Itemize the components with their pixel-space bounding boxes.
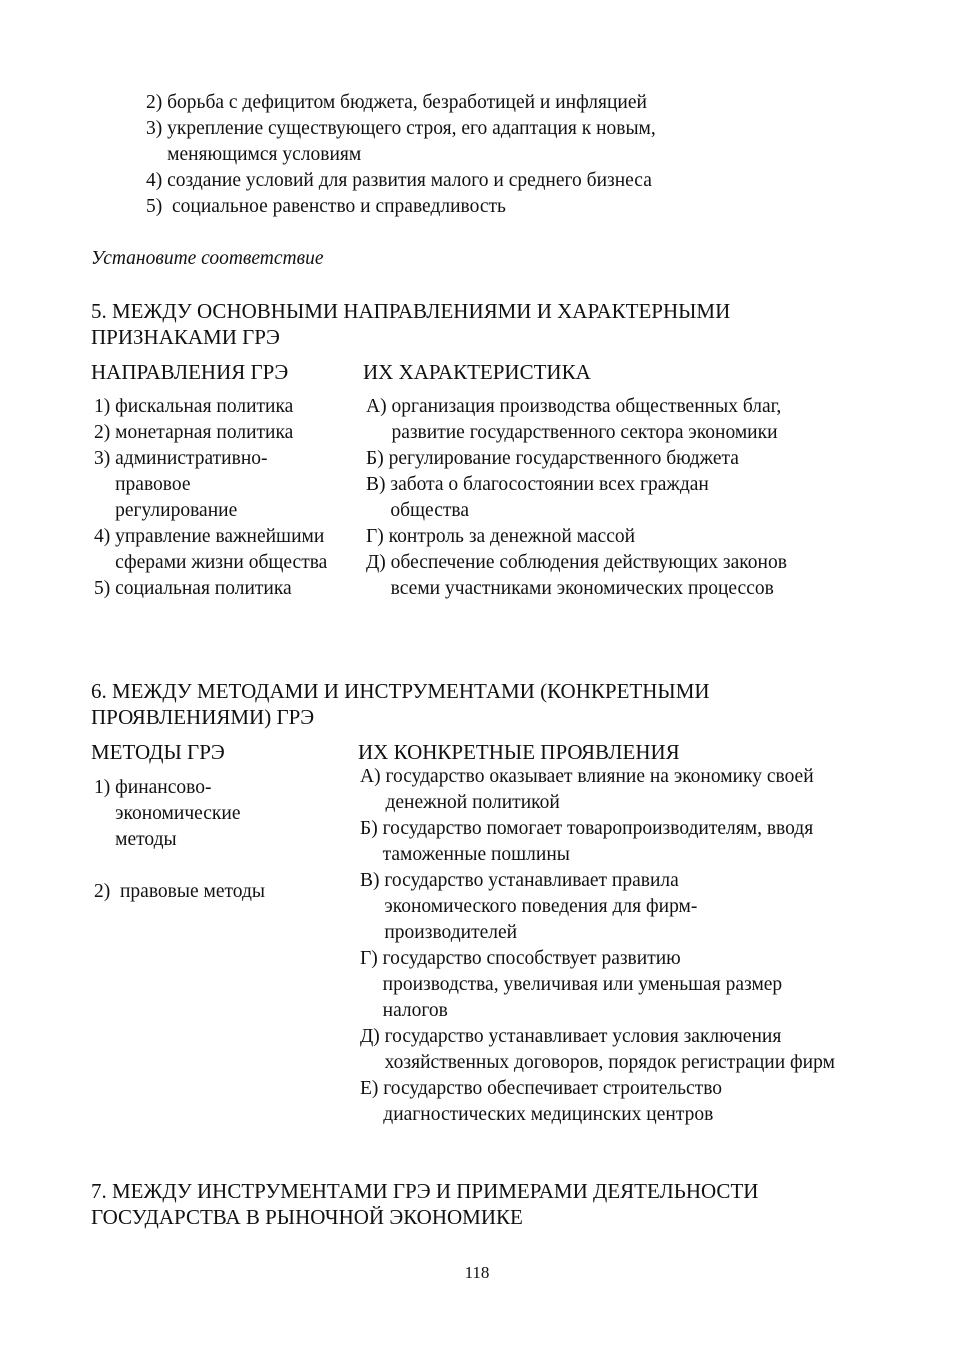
list-item-number: 1) xyxy=(94,396,116,417)
list-item xyxy=(94,775,284,853)
question-5-left-column xyxy=(94,394,334,602)
list-item-number: Д) xyxy=(360,1026,385,1047)
list-item xyxy=(94,446,334,524)
list-item-number: Б) xyxy=(360,818,383,839)
list-item xyxy=(94,394,334,420)
list-item xyxy=(360,1024,842,1076)
list-item-number: Д) xyxy=(366,552,391,573)
list-item-text: укрепление существующего строя, его адаптация к новым, меняющимся условиям xyxy=(167,118,656,165)
list-item-number: А) xyxy=(360,766,386,787)
list-item-text: контроль за денежной массой xyxy=(388,526,636,547)
page-number: 118 xyxy=(464,1263,490,1282)
list-item-text: государство устанавливает условия заключения хозяйственных договоров, порядок регистрации фирм xyxy=(384,1026,835,1073)
list-item-text: борьба с дефицитом бюджета, безработицей и инфляцией xyxy=(167,92,647,113)
list-item-text: забота о благосостоянии всех граждан общества xyxy=(390,474,709,521)
list-item-text: государство способствует развитию производства, увеличивая или уменьшая размер налогов xyxy=(382,948,783,1021)
list-item-number: 2) xyxy=(94,422,116,443)
list-item xyxy=(146,194,846,220)
list-item-number: 5) xyxy=(94,578,116,599)
question-6-left-header: МЕТОДЫ ГРЭ xyxy=(91,740,225,764)
list-item-text: административно-правовое регулирование xyxy=(115,448,268,521)
list-item-text: государство обеспечивает строительство диагностических медицинских центров xyxy=(383,1078,723,1125)
list-item xyxy=(360,764,842,816)
list-item-number: Г) xyxy=(366,526,389,547)
list-item-number: 5) xyxy=(146,196,172,217)
list-item-text: обеспечение соблюдения действующих законов всеми участниками экономических процессов xyxy=(390,552,787,599)
question-5-right-column xyxy=(366,394,826,602)
question-5-right-header: ИХ ХАРАКТЕРИСТИКА xyxy=(363,360,591,384)
list-item-number: 3) xyxy=(146,118,168,139)
list-item xyxy=(360,946,842,1024)
list-item-text: управление важнейшими сферами жизни общества xyxy=(115,526,328,573)
list-item-number: 1) xyxy=(94,777,116,798)
list-item-text: социальное равенство и справедливость xyxy=(172,196,506,217)
list-item xyxy=(94,576,334,602)
question-5-title: 5. МЕЖДУ ОСНОВНЫМИ НАПРАВЛЕНИЯМИ И ХАРАКТЕРНЫМИ ПРИЗНАКАМИ ГРЭ xyxy=(91,299,731,349)
list-item-text: государство помогает товаропроизводителям, вводя таможенные пошлины xyxy=(382,818,814,865)
section-instruction: Установите соответствие xyxy=(91,248,324,269)
list-item-text: создание условий для развития малого и среднего бизнеса xyxy=(167,170,652,191)
list-item-text: организация производства общественных благ, развитие государственного сектора экономики xyxy=(391,396,782,443)
list-item-text: социальная политика xyxy=(115,578,292,599)
list-item xyxy=(146,90,846,116)
list-item-number: В) xyxy=(360,870,385,891)
list-item-number: 4) xyxy=(146,170,168,191)
question-7-title: 7. МЕЖДУ ИНСТРУМЕНТАМИ ГРЭ И ПРИМЕРАМИ ДЕЯТЕЛЬНОСТИ ГОСУДАРСТВА В РЫНОЧНОЙ ЭКОНОМИКЕ xyxy=(91,1179,759,1229)
list-item-number: 3) xyxy=(94,448,116,469)
list-item-text: государство устанавливает правила экономического поведения для фирм-производителей xyxy=(384,870,698,943)
question-6-right-column xyxy=(360,764,842,1128)
list-item xyxy=(94,420,334,446)
list-item xyxy=(146,168,846,194)
list-item-text: регулирование государственного бюджета xyxy=(388,448,739,469)
list-item xyxy=(94,524,334,576)
list-item xyxy=(366,394,826,446)
list-item xyxy=(366,550,826,602)
list-item-text: финансово-экономические методы xyxy=(115,777,241,850)
list-item xyxy=(360,816,842,868)
question-5-left-header: НАПРАВЛЕНИЯ ГРЭ xyxy=(91,360,289,384)
list-item-text: фискальная политика xyxy=(115,396,294,417)
list-item xyxy=(94,879,284,905)
list-item-number: Б) xyxy=(366,448,389,469)
answer-options-list xyxy=(146,90,846,220)
list-item-number: Е) xyxy=(360,1078,384,1099)
list-item xyxy=(360,868,842,946)
list-item-number: 2) xyxy=(94,881,120,902)
list-item-number: 4) xyxy=(94,526,116,547)
list-item xyxy=(366,472,826,524)
list-item-text: правовые методы xyxy=(120,881,265,902)
list-item-number: А) xyxy=(366,396,392,417)
list-item xyxy=(360,1076,842,1128)
list-item xyxy=(366,446,826,472)
list-item-number: Г) xyxy=(360,948,383,969)
list-item-number: 2) xyxy=(146,92,168,113)
list-item-number: В) xyxy=(366,474,391,495)
list-item-text: государство оказывает влияние на экономику своей денежной политикой xyxy=(385,766,814,813)
question-6-title: 6. МЕЖДУ МЕТОДАМИ И ИНСТРУМЕНТАМИ (КОНКРЕТНЫМИ ПРОЯВЛЕНИЯМИ) ГРЭ xyxy=(91,679,710,729)
question-6-left-column xyxy=(94,775,284,905)
question-6-right-header: ИХ КОНКРЕТНЫЕ ПРОЯВЛЕНИЯ xyxy=(358,740,680,764)
list-item xyxy=(146,116,846,168)
list-item-text: монетарная политика xyxy=(115,422,294,443)
list-item xyxy=(366,524,826,550)
